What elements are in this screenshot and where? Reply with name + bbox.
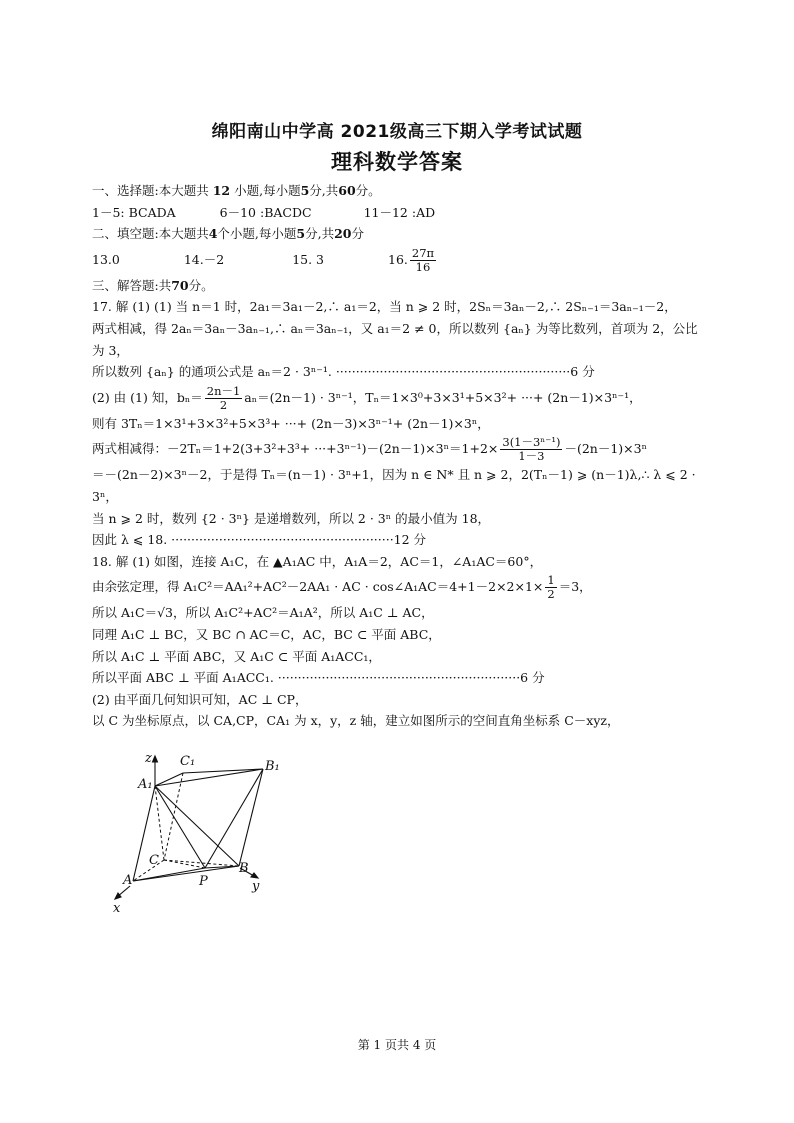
q18-line-2-text-a: 由余弦定理，得 A₁C²＝AA₁²+AC²－2AA₁ · AC · cos∠A₁AC＝4+1－2×2×1× bbox=[92, 579, 544, 595]
section2-heading-text-a: 二、填空题:本大题共 bbox=[92, 226, 209, 242]
q17-bn-numerator: 2n－1 bbox=[206, 383, 241, 398]
label-x: x bbox=[113, 901, 121, 916]
section1-question-count: 12 bbox=[212, 183, 231, 198]
answer-14: 14.－2 bbox=[183, 251, 225, 267]
q17-line-7: ＝－(2n－2)×3ⁿ－2，于是得 Tₙ＝(n－1) · 3ⁿ+1，因为 n ∈ N* 且 n ⩾ 2，2(Tₙ－1) ⩾ (n－1)λ,∴ λ ⩽ 2 · 3ⁿ， bbox=[92, 467, 696, 504]
hidden-edge-a1-c bbox=[155, 786, 164, 860]
answer-16-fraction bbox=[410, 247, 436, 274]
section2-question-count: 4 bbox=[208, 226, 218, 242]
answer-content bbox=[92, 180, 704, 732]
edge-a-b bbox=[133, 866, 239, 881]
answer-1-5: 1－5: BCADA bbox=[92, 204, 176, 220]
q17-line-5: 则有 3Tₙ＝1×3¹+3×3²+5×3³+ ···+ (2n－3)×3ⁿ⁻¹+ (2n－1)×3ⁿ， bbox=[92, 415, 490, 431]
exam-title: 绵阳南山中学高 2021级高三下期入学考试试题 bbox=[211, 122, 583, 142]
section1-heading-text-d: 分。 bbox=[355, 183, 381, 198]
label-b1: B₁ bbox=[265, 759, 280, 774]
section2-points-each: 5 bbox=[296, 226, 306, 242]
q17-sum-fraction bbox=[500, 436, 562, 463]
page-footer: 第 1 页共 4 页 bbox=[357, 1038, 437, 1052]
q17-bn-fraction bbox=[205, 385, 243, 412]
edge-b-b1 bbox=[239, 769, 263, 866]
section3-heading bbox=[92, 275, 704, 297]
label-a: A bbox=[123, 873, 133, 888]
section1-points-each: 5 bbox=[300, 183, 310, 198]
q18-line-4: 同理 A₁C ⊥ BC，又 BC ∩ AC＝C，AC，BC ⊂ 平面 ABC， bbox=[92, 626, 441, 642]
section1-heading-text-a: 一、选择题:本大题共 bbox=[92, 183, 209, 198]
q18-line-3: 所以 A₁C＝√3，所以 A₁C²+AC²＝A₁A²，所以 A₁C ⊥ AC， bbox=[92, 605, 434, 621]
answer-13: 13.0 bbox=[92, 251, 120, 267]
q18-line-6: 所以平面 ABC ⊥ 平面 A₁ACC₁. ·····························································6 分 bbox=[92, 670, 545, 686]
q18-line-8: 以 C 为坐标原点，以 CA,CP，CA₁ 为 x，y，z 轴，建立如图所示的空间直角坐标系 C－xyz， bbox=[92, 713, 620, 729]
section3-points-total: 70 bbox=[171, 277, 189, 293]
q17-line-6-text-b: －(2n－1)×3ⁿ bbox=[564, 441, 648, 457]
q17-line-1: 17. 解 (1) (1) 当 n＝1 时，2a₁＝3a₁－2,∴ a₁＝2，当 n ⩾ 2 时，2Sₙ＝3aₙ－2,∴ 2Sₙ₋₁＝3aₙ₋₁－2， bbox=[92, 299, 677, 315]
prism-figure bbox=[108, 748, 298, 918]
hidden-edge-c-p bbox=[164, 860, 205, 868]
section2-answers bbox=[92, 245, 704, 275]
section2-points-total: 20 bbox=[334, 226, 352, 242]
q18-cos-numerator: 1 bbox=[547, 573, 555, 588]
section2-heading bbox=[92, 223, 704, 245]
q17-line-6-text-a: 两式相减得：－2Tₙ＝1+2(3+3²+3³+ ···+3ⁿ⁻¹)－(2n－1)×3ⁿ＝1+2× bbox=[92, 441, 499, 457]
section1-points-total: 60 bbox=[338, 183, 356, 198]
q17-line-9: 因此 λ ⩽ 18. ························································12 分 bbox=[92, 532, 427, 548]
section2-heading-text-d: 分 bbox=[351, 226, 365, 242]
answer-16-label: 16. bbox=[388, 251, 408, 267]
q17-line-4 bbox=[92, 383, 704, 413]
q18-cos-denominator: 2 bbox=[547, 587, 555, 602]
answer-16-numerator: 27π bbox=[411, 245, 435, 260]
label-b: B bbox=[239, 861, 249, 876]
q17-line-4-text-b: aₙ＝(2n－1) · 3ⁿ⁻¹，Tₙ＝1×3⁰+3×3¹+5×3²+ ···+ (2n－1)×3ⁿ⁻¹， bbox=[244, 389, 642, 405]
section1-heading-text-b: 小题,每小题 bbox=[234, 183, 301, 198]
answer-16-denominator: 16 bbox=[415, 259, 431, 274]
label-y: y bbox=[252, 879, 260, 894]
label-z: z bbox=[145, 751, 152, 766]
section1-heading-text-c: 分,共 bbox=[309, 183, 339, 198]
section1-heading bbox=[92, 180, 704, 202]
label-p: P bbox=[199, 874, 208, 889]
hidden-edge-c1-c bbox=[164, 773, 183, 860]
section3-heading-text-b: 分。 bbox=[188, 277, 214, 293]
q18-line-2 bbox=[92, 572, 704, 602]
answer-title: 理科数学答案 bbox=[331, 150, 463, 174]
label-c: C bbox=[149, 853, 159, 868]
q17-bn-denominator: 2 bbox=[219, 397, 228, 412]
answer-15: 15. 3 bbox=[292, 251, 324, 267]
q17-line-4-text-a: (2) 由 (1) 知，bₙ＝ bbox=[92, 389, 203, 405]
q17-sum-numerator: 3(1－3ⁿ⁻¹) bbox=[502, 435, 561, 450]
q18-cos-fraction bbox=[545, 574, 556, 601]
q17-line-8: 当 n ⩾ 2 时，数列 {2 · 3ⁿ} 是递增数列，所以 2 · 3ⁿ 的最小值为 18， bbox=[92, 510, 491, 526]
z-axis-arrow bbox=[153, 756, 158, 762]
label-a1: A₁ bbox=[138, 777, 153, 792]
label-c1: C₁ bbox=[180, 754, 196, 769]
y-axis-arrow bbox=[251, 873, 258, 878]
q17-sum-denominator: 1－3 bbox=[518, 449, 545, 464]
section3-heading-text-a: 三、解答题:共 bbox=[92, 277, 172, 293]
q18-line-2-text-b: ＝3， bbox=[558, 579, 592, 595]
edge-p-b1 bbox=[205, 769, 263, 868]
q18-line-1: 18. 解 (1) 如图，连接 A₁C，在 ▲A₁AC 中，A₁A＝2，AC＝1，∠A₁AC＝60°， bbox=[92, 553, 543, 569]
answer-11-12: 11－12 :AD bbox=[363, 204, 436, 220]
q18-line-5: 所以 A₁C ⊥ 平面 ABC，又 A₁C ⊂ 平面 A₁ACC₁， bbox=[92, 648, 381, 664]
q17-line-3: 所以数列 {aₙ} 的通项公式是 aₙ＝2 · 3ⁿ⁻¹. ···························································6 分 bbox=[92, 364, 595, 380]
q17-line-6 bbox=[92, 434, 704, 464]
answer-6-10: 6－10 :BACDC bbox=[219, 204, 312, 220]
section2-heading-text-c: 分,共 bbox=[305, 226, 335, 242]
section2-heading-text-b: 个小题,每小题 bbox=[217, 226, 297, 242]
q17-line-2: 两式相减，得 2aₙ＝3aₙ－3aₙ₋₁,∴ aₙ＝3aₙ₋₁，又 a₁＝2 ≠ 0，所以数列 {aₙ} 为等比数列，首项为 2，公比为 3， bbox=[92, 320, 698, 358]
section1-answers bbox=[92, 202, 704, 224]
q18-line-7: (2) 由平面几何知识可知，AC ⊥ CP， bbox=[92, 691, 308, 707]
